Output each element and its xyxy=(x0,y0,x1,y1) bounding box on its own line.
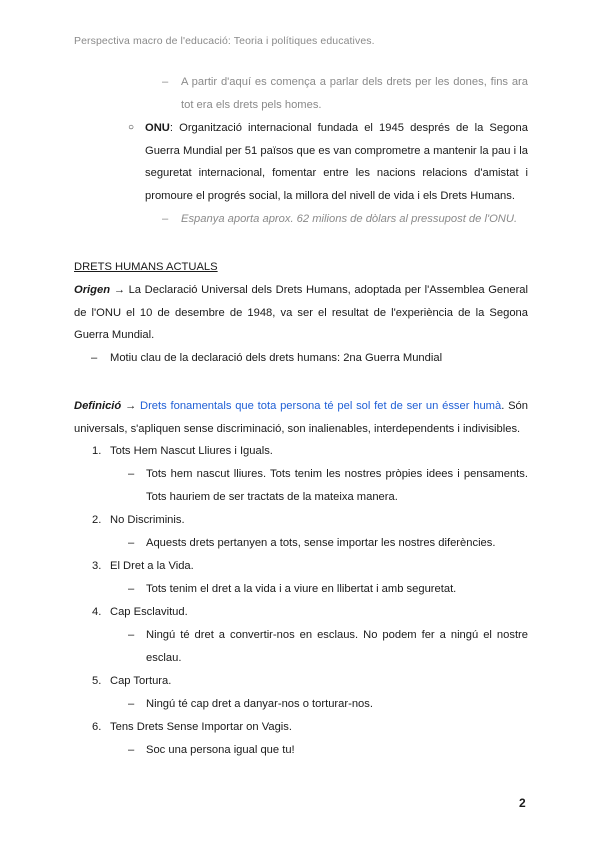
definicio-paragraph xyxy=(74,395,528,440)
dash-bullet: – xyxy=(128,537,135,549)
dash-bullet: – xyxy=(128,744,135,756)
dash-bullet: – xyxy=(162,213,169,225)
list-number: 4. xyxy=(92,606,102,618)
dash-bullet: – xyxy=(128,468,135,480)
circle-bullet: ○ xyxy=(128,122,135,133)
list-number: 6. xyxy=(92,721,102,733)
page-header: Perspectiva macro de l'educació: Teoria i polítiques educatives. xyxy=(74,35,375,47)
definicio-highlight: Drets fonamentals que tota persona té pel sol fet de ser un ésser humà xyxy=(139,400,502,412)
right-title: Tots Hem Nascut Lliures i Iguals. xyxy=(110,445,273,457)
right-title: Cap Tortura. xyxy=(110,675,172,687)
dash-bullet: – xyxy=(91,352,98,364)
list-number: 1. xyxy=(92,445,102,457)
right-detail: Aquests drets pertanyen a tots, sense importar les nostres diferències. xyxy=(146,537,496,549)
onu-paragraph xyxy=(145,117,528,207)
page-number: 2 xyxy=(519,796,526,810)
arrow-symbol: → xyxy=(121,400,140,412)
women-rights-note: A partir d'aquí es comença a parlar dels drets per les dones, fins ara tot era els drets pels homes. xyxy=(181,76,528,111)
definicio-label: Definició xyxy=(74,400,122,412)
list-number: 5. xyxy=(92,675,102,687)
right-detail: Soc una persona igual que tu! xyxy=(146,744,295,756)
list-number: 3. xyxy=(92,560,102,572)
origen-text: La Declaració Universal dels Drets Humans, adoptada per l'Assemblea General de l'ONU el 10 de desembre de 1948, va ser el resultat de l'experiència de la Segona Guerra Mundial. xyxy=(74,284,528,341)
motiu-item: Motiu clau de la declaració dels drets humans: 2na Guerra Mundial xyxy=(110,352,443,364)
arrow-symbol: → xyxy=(110,284,129,296)
onu-text: : Organització internacional fundada el 1945 després de la Segona Guerra Mundial per 51 països que es van comprometre a mantenir la pau i la seguretat internacional, fomentar entre les nacions relacions d'amistat i promoure el progrés social, la millora del nivell de vida i els Drets Humans. xyxy=(145,122,528,202)
dash-bullet: – xyxy=(128,583,135,595)
right-title: El Dret a la Vida. xyxy=(110,560,194,572)
dash-bullet: – xyxy=(128,698,135,710)
dash-bullet: – xyxy=(128,629,135,641)
right-title: Tens Drets Sense Importar on Vagis. xyxy=(110,721,292,733)
dash-bullet: – xyxy=(162,76,169,88)
right-detail: Tots hem nascut lliures. Tots tenim les nostres pròpies idees i pensaments. Tots hauriem de ser tractats de la mateixa manera. xyxy=(146,468,528,503)
right-detail: Ningú té dret a convertir-nos en esclaus. No podem fer a ningú el nostre esclau. xyxy=(146,629,528,664)
definicio-rest: . Són universals, s'apliquen sense discriminació, son inalienables, interdependents i indivisibles. xyxy=(74,400,529,435)
origen-label: Origen xyxy=(74,284,111,296)
onu-label: ONU xyxy=(145,122,170,134)
origen-paragraph xyxy=(74,279,528,347)
right-detail: Ningú té cap dret a danyar-nos o torturar-nos. xyxy=(146,698,373,710)
right-title: No Discriminis. xyxy=(110,514,185,526)
section-title: DRETS HUMANS ACTUALS xyxy=(74,261,218,273)
spain-note: Espanya aporta aprox. 62 milions de dòlars al pressupost de l'ONU. xyxy=(181,213,518,225)
right-detail: Tots tenim el dret a la vida i a viure en llibertat i amb seguretat. xyxy=(146,583,457,595)
right-title: Cap Esclavitud. xyxy=(110,606,188,618)
list-number: 2. xyxy=(92,514,102,526)
